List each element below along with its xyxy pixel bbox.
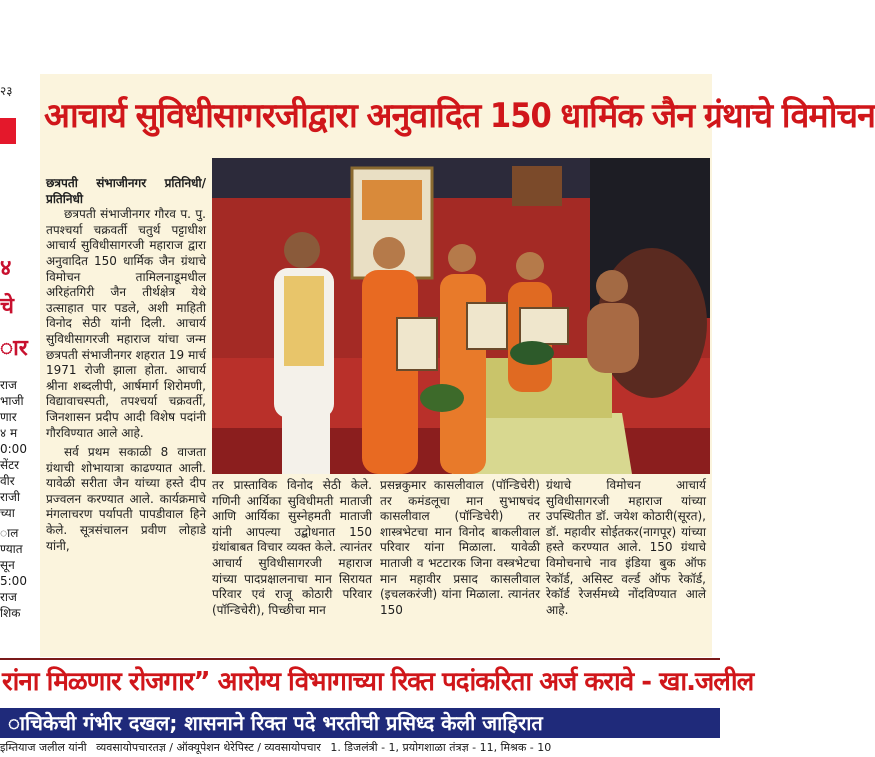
strip-line: च्या	[0, 506, 15, 520]
strip-line: सून	[0, 558, 15, 572]
article-column-4: ग्रंथाचे विमोचन आचार्य सुविधीसागरजी महाराज यांच्या उपस्थितीत डॉ. जयेश कोठारी(सूरत), डॉ. महावीर सोईतकर(नागपूर) यांच्या हस्ते करण्यात आले. 150 ग्रंथाचे विमोचनाचे नाव इंडिया बुक ऑफ रेकॉर्ड, असिस्ट वर्ल्ड ऑफ रेकॉर्ड, रेकॉर्ड रेजर्समध्ये नोंदविण्यात आले आहे.	[546, 478, 706, 617]
strip-line: राज	[0, 378, 17, 392]
red-marker	[0, 118, 16, 144]
article-column-1	[46, 176, 206, 554]
strip-line: 0:00	[0, 442, 27, 456]
ticker-1: इम्तियाज जलील यांनी	[0, 741, 87, 754]
event-photo	[212, 158, 710, 474]
strip-line: राज	[0, 590, 17, 604]
strip-line: ाल	[0, 526, 19, 540]
next-article-text	[0, 740, 720, 757]
strip-line: भाजी	[0, 394, 24, 408]
second-headline: रांना मिळणार रोजगार” आरोग्य विभागाच्या रिक्त पदांकरिता अर्ज करावे - खा.जलील	[2, 667, 754, 697]
article-column-3: प्रसन्नकुमार कासलीवाल (पॉन्डिचेरी) तर कमंडलूचा मान सुभाषचंद कासलीवाल (पॉन्डिचेरी) तर शास्त्रभेटचा मान विनोद बाकलीवाल परिवार यांना मिळाला. यावेळी माताजी व भटटारक जिना वस्त्रभेटचा मान महावीर प्रसाद कासलीवाल (इचलकरंजी) यांना मिळाला. त्यानंतर 150	[380, 478, 540, 617]
article-column-2: तर प्रास्ताविक विनोद सेठी केले. गणिनी आर्यिका सुविधीमती माताजी आणि आर्यिका सुस्नेहमती माताजी यांनी आपल्या उद्बोधनात 150 ग्रंथांबाबत विचार व्यक्त केले. त्यानंतर आचार्य सुविधीसागरजी महाराज यांच्या पादप्रक्षालनाचा मान सिरायत परिवार एवं राजू कोठारी परिवार (पॉन्डिचेरी), पिच्छीचा मान	[212, 478, 372, 617]
paragraph-1: छत्रपती संभाजीनगर गौरव प. पु. तपश्चर्या चक्रवर्ती चतुर्थ पट्टाधीश आचार्य सुविधीसागरजी महाराज द्वारा अनुवादित 150 धार्मिक जैन ग्रंथाचे विमोचन तामिलनाडूमधील अरिहंतगिरी जैन तीर्थक्षेत्र येथे उत्साहात पार पडले, अशी माहिती विनोद सेठी यांनी दिली. आचार्य सुविधीसागरजी महाराज यांचा जन्म छत्रपती संभाजीनगर शहरात 19 मार्च 1971 रोजी झाला होता. आचार्य श्रीना शब्दलीपी, आर्षमार्ग शिरोमणी, विद्यावाचस्पती, तपश्चर्या चक्रवर्ती, जिनशासन प्रदीप आदी विशेष पदांनी गौरविण्यात आले आहे.	[46, 207, 206, 440]
strip-line: सेंटर	[0, 458, 20, 472]
ticker-2: व्यवसायोपचारतज्ञ / ऑक्यूपेशन थेरेपिस्ट / व्यवसायोपचार	[96, 741, 321, 754]
strip-line: वीर	[0, 474, 15, 488]
strip-line: राजी	[0, 490, 21, 504]
strip-line: २३	[0, 84, 13, 98]
strip-line: णार	[0, 410, 17, 424]
sub-headline: ाचिकेची गंभीर दखल; शासनाने रिक्त पदे भरतीची प्रसिध्द केली जाहिरात	[8, 711, 543, 735]
strip-line: ४ म	[0, 426, 18, 440]
ticker-3: 1. डिजलंत्री - 1, प्रयोगशाळा तंत्रज्ञ - 11, मिश्रक - 10	[330, 741, 552, 754]
adjacent-column-strip	[0, 0, 38, 757]
strip-line: चे	[0, 294, 14, 319]
article-headline: आचार्य सुविधीसागरजीद्वारा अनुवादित 150 धार्मिक जैन ग्रंथाचे विमोचन	[44, 96, 875, 136]
strip-line: ार	[0, 336, 28, 361]
paragraph-2: सर्व प्रथम सकाळी 8 वाजता ग्रंथाची शोभायात्रा काढण्यात आली. यावेळी सरीता जैन यांच्या हस्ते दीप प्रज्वलन करण्यात आले. कार्यक्रमाचे मंगलाचरण पर्यापती पापडीवाल हिने केले. सूत्रसंचालन प्रवीण लोहाडे यांनी,	[46, 445, 206, 553]
strip-line: शिक	[0, 606, 21, 620]
strip-line: ४	[0, 256, 12, 281]
strip-line: 5:00	[0, 574, 27, 588]
byline: छत्रपती संभाजीनगर प्रतिनिधी/प्रतिनिधी	[46, 176, 206, 206]
event-photo-illustration	[212, 158, 710, 474]
section-divider	[0, 658, 720, 660]
strip-line: ण्यात	[0, 542, 23, 556]
